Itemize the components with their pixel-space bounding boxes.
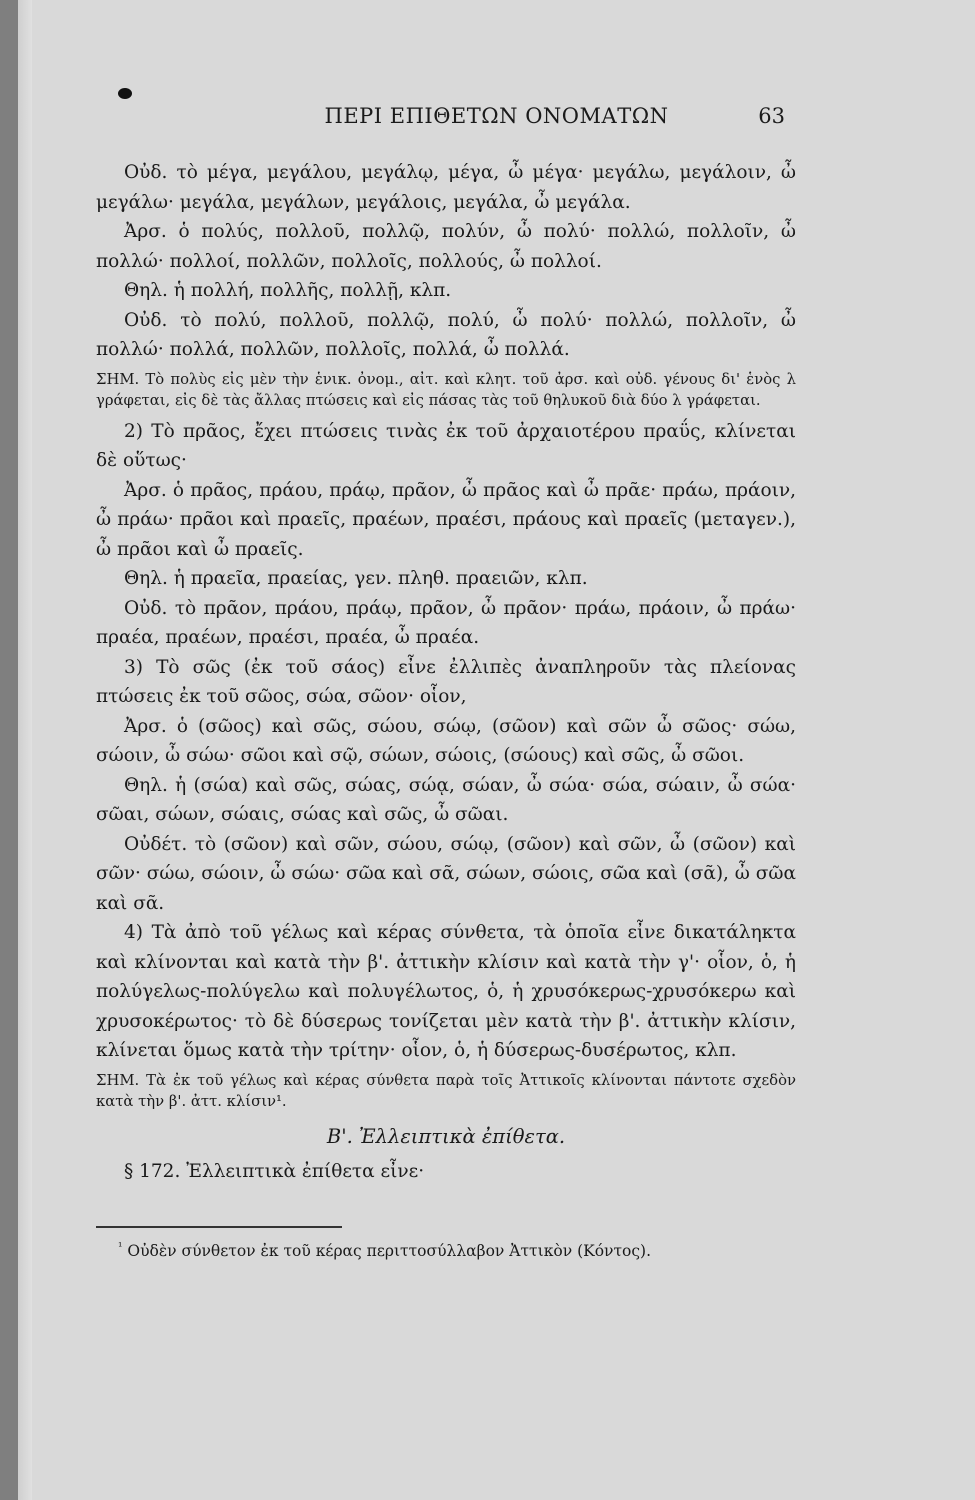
paragraph-neuter-soon: Οὐδέτ. τὸ (σῶον) καὶ σῶν, σώου, σώῳ, (σῶον) καὶ σῶν, ὦ (σῶον) καὶ σῶν· σώω, σώοιν, ὦ σώω· σῶα καὶ σᾶ, σώων, σώοις, σῶα καὶ (σᾶ), ὦ σῶα καὶ σᾶ. xyxy=(96,833,796,914)
paragraph-masc-praos: Ἀρσ. ὁ πρᾶος, πράου, πράῳ, πρᾶον, ὦ πρᾶος καὶ ὦ πρᾶε· πράω, πράοιν, ὦ πράω· πρᾶοι καὶ πραεῖς, πραέων, πραέσι, πράους καὶ πραεῖς (μεταγεν.), ὦ πρᾶοι καὶ ὦ πραεῖς. xyxy=(96,479,796,560)
footnote-marker: ¹ xyxy=(118,1240,123,1253)
page-body xyxy=(96,158,796,1187)
paragraph-neuter-poly: Οὐδ. τὸ πολύ, πολλοῦ, πολλῷ, πολύ, ὦ πολύ· πολλώ, πολλοῖν, ὦ πολλώ· πολλά, πολλῶν, πολλοῖς, πολλά, ὦ πολλά. xyxy=(96,309,796,360)
section-paragraph: § 172. Ἐλλειπτικὰ ἐπίθετα εἶνε· xyxy=(124,1161,425,1182)
paragraph-masc-polys: Ἀρσ. ὁ πολύς, πολλοῦ, πολλῷ, πολύν, ὦ πολύ· πολλώ, πολλοῖν, ὦ πολλώ· πολλοί, πολλῶν, πολλοῖς, πολλούς, ὦ πολλοί. xyxy=(96,221,796,272)
footnote xyxy=(118,1240,798,1260)
note-polys: ΣΗΜ. Τὸ πολὺς εἰς μὲν τὴν ἑνικ. ὀνομ., αἰτ. καὶ κλητ. τοῦ ἀρσ. καὶ οὐδ. γένους δι' ἑνὸς λ γράφεται, εἰς δὲ τὰς ἄλλας πτώσεις καὶ εἰς πάσας τὰς τοῦ θηλυκοῦ διὰ δύο λ γράφεται. xyxy=(96,370,796,409)
footnote-text: Οὐδὲν σύνθετον ἐκ τοῦ κέρας περιττοσύλλαβον Ἀττικὸν (Κόντος). xyxy=(127,1242,652,1261)
paragraph-sos-intro: 3) Τὸ σῶς (ἐκ τοῦ σάος) εἶνε ἐλλιπὲς ἀναπληροῦν τὰς πλείονας πτώσεις ἐκ τοῦ σῶος, σώα, σῶον· οἷον, xyxy=(96,656,796,707)
paragraph-compounds: 4) Τὰ ἀπὸ τοῦ γέλως καὶ κέρας σύνθετα, τὰ ὁποῖα εἶνε δικατάληκτα καὶ κλίνονται καὶ κατὰ τὴν β'. ἀττικὴν κλίσιν καὶ κατὰ τὴν γ'· οἷον, ὁ, ἡ πολύγελως-πολύγελω καὶ πολυγέλωτος, ὁ, ἡ χρυσόκερως-χρυσόκερω καὶ χρυσοκέρωτος· τὸ δὲ δύσερως τονίζεται μὲν κατὰ τὴν β'. ἀττικὴν κλίσιν, κλίνεται ὅμως κατὰ τὴν τρίτην· οἷον, ὁ, ἡ δύσερως-δυσέρωτος, κλπ. xyxy=(96,922,796,1061)
page-number: 63 xyxy=(758,104,785,128)
page-title: ΠΕΡΙ ΕΠΙΘΕΤΩΝ ΟΝΟΜΑΤΩΝ xyxy=(324,104,669,128)
paragraph-neuter-mega: Οὐδ. τὸ μέγα, μεγάλου, μεγάλῳ, μέγα, ὦ μέγα· μεγάλω, μεγάλοιν, ὦ μεγάλω· μεγάλα, μεγάλων, μεγάλοις, μεγάλα, ὦ μεγάλα. xyxy=(96,162,796,213)
running-head xyxy=(18,104,975,138)
paragraph-fem-soa: Θηλ. ἡ (σώα) καὶ σῶς, σώας, σώᾳ, σώαν, ὦ σώα· σώα, σώαιν, ὦ σώα· σῶαι, σώων, σώαις, σώας καὶ σῶς, ὦ σῶαι. xyxy=(96,774,796,825)
paragraph-fem-polle: Θηλ. ἡ πολλή, πολλῆς, πολλῇ, κλπ. xyxy=(124,280,452,301)
paragraph-fem-praeia: Θηλ. ἡ πραεῖα, πραείας, γεν. πληθ. πραειῶν, κλπ. xyxy=(124,568,588,589)
paragraph-masc-sos: Ἀρσ. ὁ (σῶος) καὶ σῶς, σώου, σώῳ, (σῶον) καὶ σῶν ὦ σῶος· σώω, σώοιν, ὦ σώω· σῶοι καὶ σῷ, σώων, σώοις, (σώους) καὶ σῶς, ὦ σῶοι. xyxy=(96,715,796,766)
paragraph-praos-intro: 2) Τὸ πρᾶος, ἔχει πτώσεις τινὰς ἐκ τοῦ ἀρχαιοτέρου πραΰς, κλίνεται δὲ οὕτως· xyxy=(96,420,796,471)
ink-blot xyxy=(118,88,132,99)
footnote-rule xyxy=(96,1226,342,1228)
note-compounds: ΣΗΜ. Τὰ ἐκ τοῦ γέλως καὶ κέρας σύνθετα παρὰ τοῖς Ἀττικοῖς κλίνονται πάντοτε σχεδὸν κατὰ τὴν β'. ἀττ. κλίσιν¹. xyxy=(96,1071,796,1110)
paragraph-neuter-praon: Οὐδ. τὸ πρᾶον, πράου, πράῳ, πρᾶον, ὦ πρᾶον· πράω, πράοιν, ὦ πράω· πραέα, πραέων, πραέσι, πραέα, ὦ πραέα. xyxy=(96,597,796,648)
book-page xyxy=(18,0,975,1500)
section-heading: Β'. Ἐλλειπτικὰ ἐπίθετα. xyxy=(326,1124,566,1148)
